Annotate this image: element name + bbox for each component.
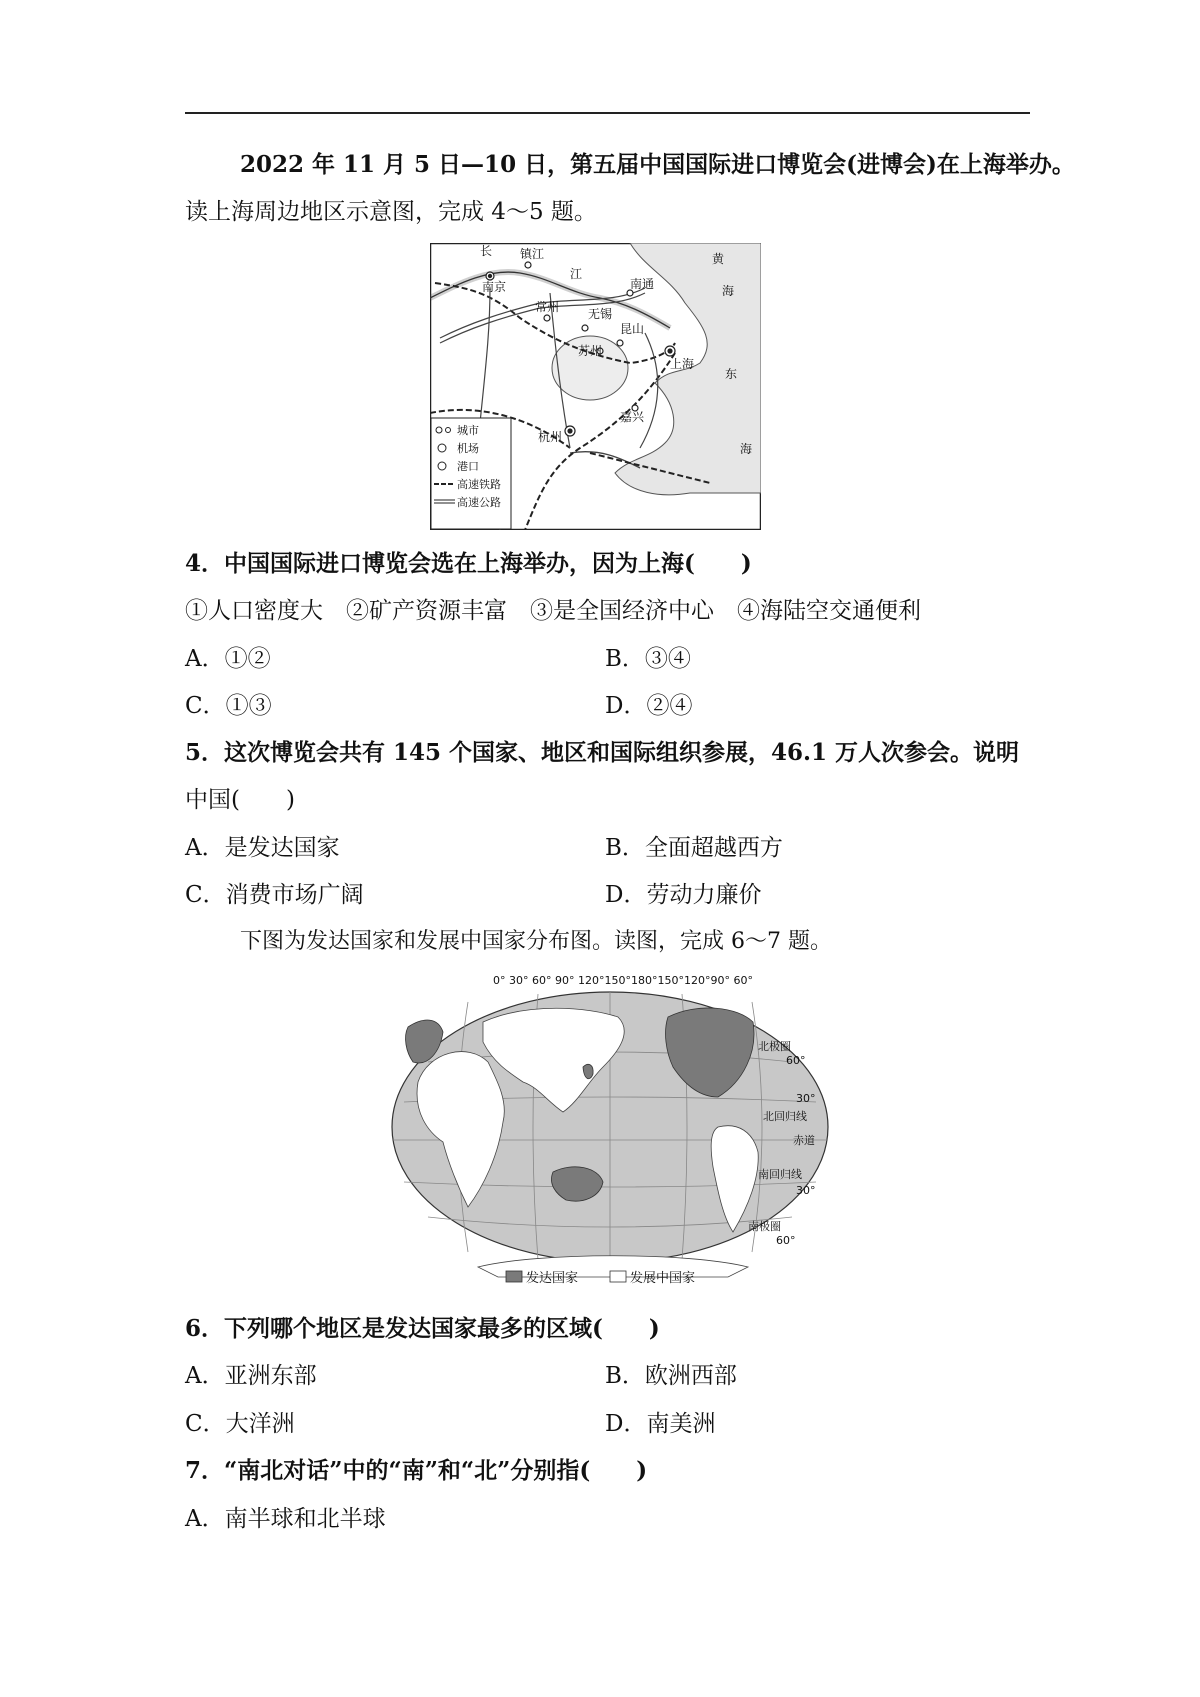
map1-city-hangzhou: 杭州 (538, 430, 563, 444)
world-development-map (388, 972, 848, 1292)
map2-lat-equator: 赤道 (793, 1134, 815, 1147)
map1-city-kunshan: 昆山 (620, 322, 645, 336)
map1-label-hai2: 海 (740, 442, 753, 456)
map1-city-changzhou: 常州 (535, 300, 560, 314)
map1-city-shanghai: 上海 (670, 357, 695, 371)
intro1-line2: 读上海周边地区示意图，完成 4～5 题。 (185, 199, 597, 225)
intro1-line1: 2022 年 11 月 5 日—10 日，第五届中国国际进口博览会(进博会)在上海举办。 (240, 151, 1075, 178)
q6-option-a: A．亚洲东部 (185, 1363, 317, 1389)
q4-option-a: A．①② (185, 646, 271, 672)
map2-lat-30n: 30° (796, 1092, 816, 1105)
q6-option-d: D．南美洲 (605, 1411, 716, 1437)
map1-legend-port: 港口 (457, 460, 479, 473)
map1-legend-hsr: 高速铁路 (457, 478, 501, 491)
map2-lat-60s: 60° (776, 1234, 796, 1247)
map2-lat-30s: 30° (796, 1184, 816, 1197)
q4-stem: 4．中国国际进口博览会选在上海举办，因为上海( ) (185, 550, 752, 577)
map1-city-wuxi: 无锡 (588, 307, 613, 321)
q5-option-c: C．消费市场广阔 (185, 882, 364, 908)
map1-label-chang: 长 (480, 244, 493, 258)
map2-lat-tropic-capricorn: 南回归线 (758, 1168, 802, 1181)
map2-legend-developed: 发达国家 (526, 1271, 579, 1286)
map1-label-hai1: 海 (722, 284, 735, 298)
map1-city-nanjing: 南京 (482, 280, 507, 294)
map1-legend-city: 城市 (457, 424, 479, 437)
header-rule (185, 112, 1030, 114)
map1-label-huang: 黄 (712, 252, 725, 266)
intro2: 下图为发达国家和发展中国家分布图。读图，完成 6～7 题。 (240, 929, 832, 954)
map1-city-nantong: 南通 (630, 277, 655, 291)
q6-stem: 6．下列哪个地区是发达国家最多的区域( ) (185, 1315, 660, 1342)
map1-label-jiang: 江 (570, 267, 583, 281)
q4-option-b: B．③④ (605, 646, 691, 672)
map2-longitude-labels: 0° 30° 60° 90° 120°150°180°150°120°90° 60° (493, 974, 753, 987)
map2-legend-developing: 发展中国家 (630, 1271, 696, 1286)
q4-items: ①人口密度大 ②矿产资源丰富 ③是全国经济中心 ④海陆空交通便利 (185, 598, 921, 624)
q6-option-b: B．欧洲西部 (605, 1363, 737, 1389)
map1-city-zhenjiang: 镇江 (520, 247, 545, 261)
q6-option-c: C．大洋洲 (185, 1411, 295, 1437)
q5-stem-line2: 中国( ) (185, 787, 295, 813)
q4-option-c: C．①③ (185, 693, 272, 719)
map2-lat-60n: 60° (786, 1054, 806, 1067)
q5-option-d: D．劳动力廉价 (605, 882, 762, 908)
q5-option-a: A．是发达国家 (185, 835, 340, 861)
map1-legend-expressway: 高速公路 (457, 496, 501, 509)
q7-stem: 7．“南北对话”中的“南”和“北”分别指( ) (185, 1457, 648, 1484)
map1-label-dong: 东 (725, 367, 738, 381)
map2-lat-arctic: 北极圈 (758, 1040, 791, 1053)
q4-option-d: D．②④ (605, 693, 693, 719)
map2-lat-tropic-cancer: 北回归线 (763, 1110, 807, 1123)
q5-option-b: B．全面超越西方 (605, 835, 783, 861)
shanghai-area-map (430, 243, 761, 530)
map1-city-jiaxing: 嘉兴 (620, 410, 645, 424)
map1-legend-airport: 机场 (457, 442, 479, 455)
map2-lat-antarctic: 南极圈 (748, 1220, 781, 1233)
q5-stem-line1: 5．这次博览会共有 145 个国家、地区和国际组织参展，46.1 万人次参会。说明 (185, 739, 1020, 766)
map1-city-suzhou: 苏州 (578, 344, 603, 358)
q7-option-a: A．南半球和北半球 (185, 1506, 386, 1532)
